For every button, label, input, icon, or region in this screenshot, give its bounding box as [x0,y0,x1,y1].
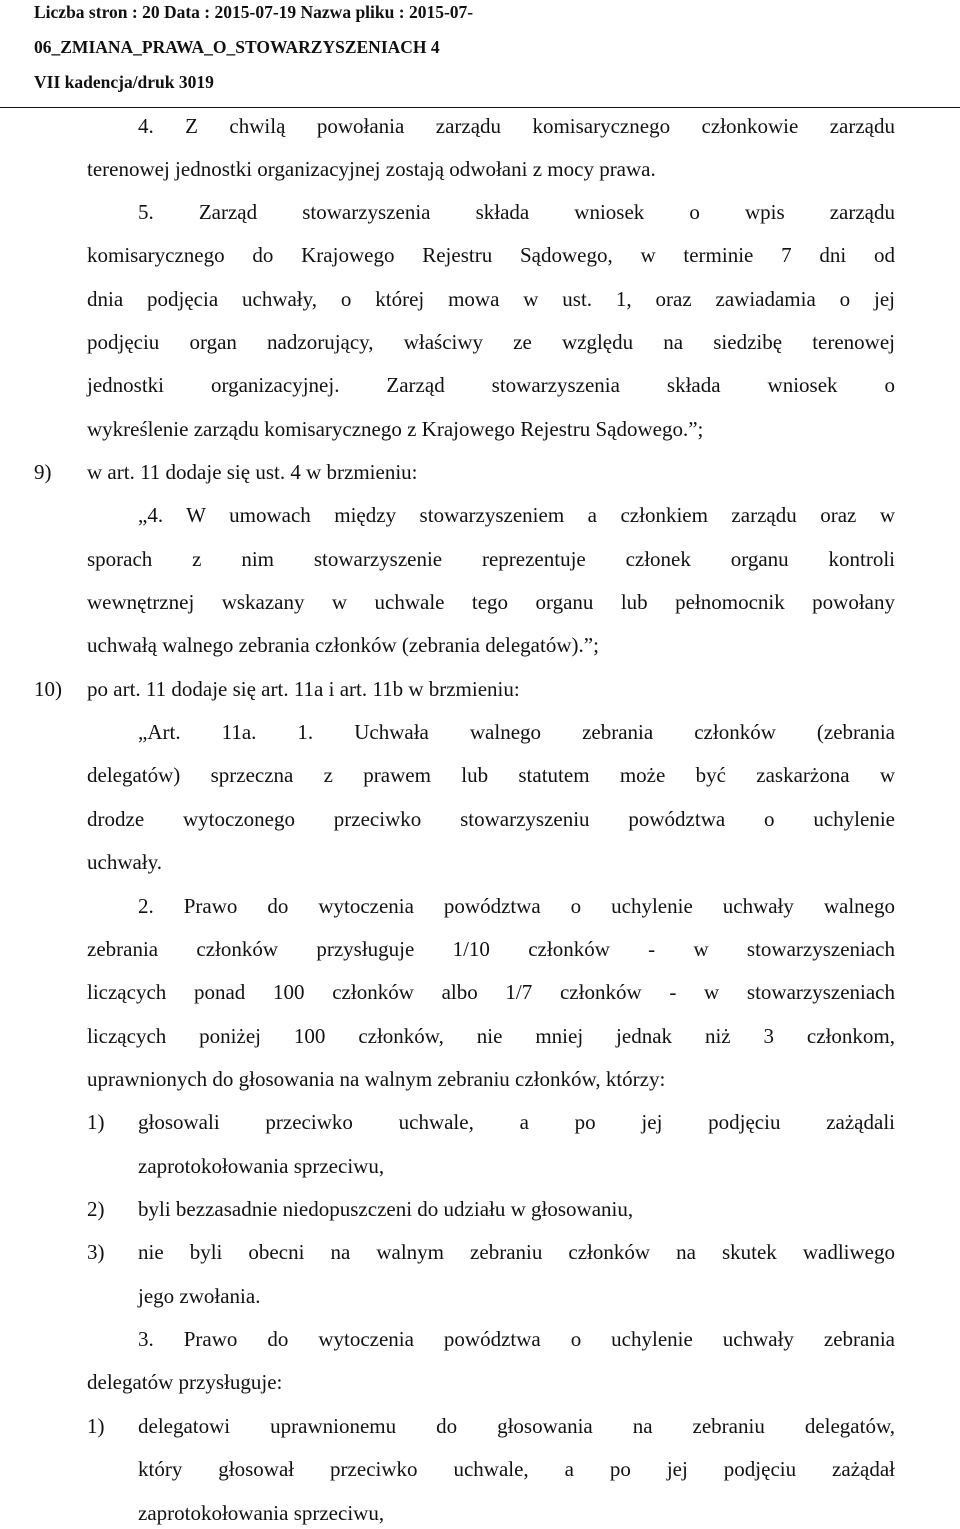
quoted-paragraph-4-line-4: uchwałą walnego zebrania członków (zebrania delegatów).”; [87,633,599,657]
item-number-10: 10) [34,677,62,701]
point-3-line-2: jego zwołania. [138,1284,261,1308]
art-11a-line-2: delegatów) sprzeczna z prawem lub statutem może być zaskarżona w [87,763,895,787]
par-3-point-1-line-2: który głosował przeciwko uchwale, a po jej podjęciu zażądał [138,1457,895,1481]
item-10-line-1: po art. 11 dodaje się art. 11a i art. 11b w brzmieniu: [87,677,520,701]
art-11a-par-2-line-3: liczących ponad 100 członków albo 1/7 członków - w stowarzyszeniach [87,980,895,1004]
art-11a-line-3: drodze wytoczonego przeciwko stowarzyszeniu powództwa o uchylenie [87,807,895,831]
header-line-3: VII kadencja/druk 3019 [34,72,214,92]
art-11a-par-2-line-1: 2. Prawo do wytoczenia powództwa o uchylenie uchwały walnego [138,894,895,918]
art-11a-par-3-line-2: delegatów przysługuje: [87,1370,283,1394]
paragraph-5-line-3: dnia podjęcia uchwały, o której mowa w ust. 1, oraz zawiadamia o jej [87,287,895,311]
par-3-point-number-1: 1) [87,1414,105,1438]
paragraph-4-line-1: 4. Z chwilą powołania zarządu komisarycznego członkowie zarządu [138,114,895,138]
point-1-line-1: głosowali przeciwko uchwale, a po jej podjęciu zażądali [138,1110,895,1134]
art-11a-par-2-line-2: zebrania członków przysługuje 1/10 członków - w stowarzyszeniach [87,937,895,961]
quoted-paragraph-4-line-2: sporach z nim stowarzyszenie reprezentuje członek organu kontroli [87,547,895,571]
paragraph-5-line-5: jednostki organizacyjnej. Zarząd stowarzyszenia składa wniosek o [87,373,895,397]
art-11a-line-4: uchwały. [87,850,163,874]
paragraph-5-line-4: podjęciu organ nadzorujący, właściwy ze względu na siedzibę terenowej [87,330,895,354]
point-number-1: 1) [87,1110,105,1134]
quoted-paragraph-4-line-3: wewnętrznej wskazany w uchwale tego organu lub pełnomocnik powołany [87,590,895,614]
item-9-line-1: w art. 11 dodaje się ust. 4 w brzmieniu: [87,460,418,484]
point-1-line-2: zaprotokołowania sprzeciwu, [138,1154,385,1178]
header-line-2: 06_ZMIANA_PRAWA_O_STOWARZYSZENIACH 4 [34,37,440,57]
header-line-1: Liczba stron : 20 Data : 2015-07-19 Nazwa pliku : 2015-07- [34,2,474,22]
point-number-2: 2) [87,1197,105,1221]
item-number-9: 9) [34,460,52,484]
header-divider [0,107,960,108]
art-11a-par-3-line-1: 3. Prawo do wytoczenia powództwa o uchylenie uchwały zebrania [138,1327,895,1351]
art-11a-line-1: „Art. 11a. 1. Uchwała walnego zebrania członków (zebrania [138,720,895,744]
paragraph-5-line-1: 5. Zarząd stowarzyszenia składa wniosek o wpis zarządu [138,200,895,224]
point-number-3: 3) [87,1240,105,1264]
point-3-line-1: nie byli obecni na walnym zebraniu członków na skutek wadliwego [138,1240,895,1264]
art-11a-par-2-line-4: liczących poniżej 100 członków, nie mniej jednak niż 3 członkom, [87,1024,895,1048]
paragraph-4-line-2: terenowej jednostki organizacyjnej zostają odwołani z mocy prawa. [87,157,656,181]
par-3-point-1-line-3: zaprotokołowania sprzeciwu, [138,1501,385,1525]
art-11a-par-2-line-5: uprawnionych do głosowania na walnym zebraniu członków, którzy: [87,1067,666,1091]
point-2-line-1: byli bezzasadnie niedopuszczeni do udziału w głosowaniu, [138,1197,634,1221]
paragraph-5-line-2: komisarycznego do Krajowego Rejestru Sądowego, w terminie 7 dni od [87,243,895,267]
par-3-point-1-line-1: delegatowi uprawnionemu do głosowania na zebraniu delegatów, [138,1414,895,1438]
quoted-paragraph-4-line-1: „4. W umowach między stowarzyszeniem a członkiem zarządu oraz w [138,503,895,527]
paragraph-5-line-6: wykreślenie zarządu komisarycznego z Krajowego Rejestru Sądowego.”; [87,417,704,441]
